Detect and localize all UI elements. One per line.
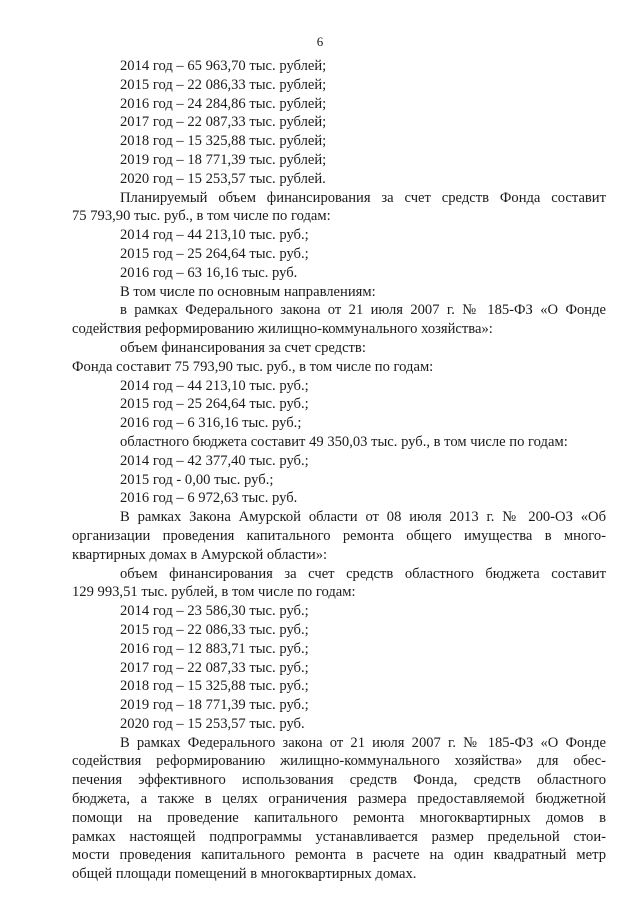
- paragraph-line: печения эффективного использования средств Фонда, средств областного: [72, 772, 606, 789]
- list-item: 2018 год – 15 325,88 тыс. руб.;: [120, 678, 309, 695]
- list-item: 2020 год – 15 253,57 тыс. рублей.: [120, 170, 326, 187]
- list-item: 2015 год – 25 264,64 тыс. руб.;: [120, 245, 309, 262]
- paragraph-line: содействия реформированию жилищно-коммунального хозяйства» для обес-: [72, 753, 606, 770]
- paragraph-line: В рамках Закона Амурской области от 08 июля 2013 г. № 200-ОЗ «Об: [120, 509, 606, 526]
- list-item: 2016 год – 12 883,71 тыс. руб.;: [120, 640, 309, 657]
- paragraph-line: 75 793,90 тыс. руб., в том числе по годам:: [72, 208, 331, 225]
- list-item: 2015 год – 22 086,33 тыс. руб.;: [120, 621, 309, 638]
- paragraph-line: организации проведения капитального ремонта общего имущества в много-: [72, 527, 606, 544]
- list-item: 2016 год – 6 972,63 тыс. руб.: [120, 490, 298, 507]
- paragraph-line: помощи на проведение капитального ремонта многоквартирных домов в: [72, 809, 606, 826]
- paragraph-federal-law-2: [72, 734, 606, 884]
- paragraph-line: В рамках Федерального закона от 21 июля 2007 г. № 185-ФЗ «О Фонде: [120, 734, 606, 751]
- list-item: 2016 год – 24 284,86 тыс. рублей;: [120, 95, 327, 112]
- paragraph-amur-law: [72, 508, 606, 564]
- list-item: 2019 год – 18 771,39 тыс. руб.;: [120, 697, 309, 714]
- list-item: 2014 год – 65 963,70 тыс. рублей;: [120, 58, 327, 74]
- paragraph-line: мости проведения капитального ремонта в расчете на один квадратный метр: [72, 847, 606, 864]
- list-item: 2020 год – 15 253,57 тыс. руб.: [120, 715, 305, 732]
- paragraph-line: квартирных домах в Амурской области»:: [72, 546, 328, 563]
- list-item: 2016 год – 63 16,16 тыс. руб.: [120, 264, 298, 281]
- list-item: 2015 год - 0,00 тыс. руб.;: [120, 471, 274, 488]
- paragraph-line: бюджета, а также в целях ограничения размера предоставляемой бюджетной: [72, 791, 606, 808]
- list-item: 2014 год – 23 586,30 тыс. руб.;: [120, 603, 309, 620]
- paragraph-fund-planned: [72, 189, 606, 227]
- funding-by-year-list-3: [72, 377, 606, 433]
- main-directions-heading: В том числе по основным направлениям:: [120, 283, 376, 300]
- document-body: [72, 57, 606, 884]
- paragraph-line: объем финансирования за счет средств областного бюджета составит: [120, 565, 606, 582]
- list-item: 2019 год – 18 771,39 тыс. рублей;: [120, 151, 327, 168]
- list-item: 2017 год – 22 087,33 тыс. руб.;: [120, 659, 309, 676]
- list-item: 2018 год – 15 325,88 тыс. рублей;: [120, 133, 327, 150]
- funding-by-year-list-4: [72, 452, 606, 508]
- paragraph-line: рамках настоящей подпрограммы устанавливается размер предельной стои-: [72, 828, 606, 845]
- funding-by-year-list-1: [72, 57, 606, 189]
- list-item: 2016 год – 6 316,16 тыс. руб.;: [120, 415, 302, 432]
- paragraph-federal-law-1: [72, 301, 606, 339]
- paragraph-line: общей площади помещений в многоквартирных домах.: [72, 866, 417, 883]
- list-item: 2014 год – 42 377,40 тыс. руб.;: [120, 452, 309, 469]
- list-item: 2015 год – 25 264,64 тыс. руб.;: [120, 396, 309, 413]
- funding-by-year-list-2: [72, 226, 606, 282]
- fund-total-line: Фонда составит 75 793,90 тыс. руб., в том числе по годам:: [72, 358, 434, 375]
- list-item: 2014 год – 44 213,10 тыс. руб.;: [120, 227, 309, 244]
- paragraph-regional-volume: [72, 565, 606, 603]
- paragraph-line: содействия реформированию жилищно-коммунального хозяйства»:: [72, 321, 493, 338]
- paragraph-line: 129 993,51 тыс. рублей, в том числе по годам:: [72, 584, 356, 601]
- paragraph-line: Планируемый объем финансирования за счет средств Фонда составит: [120, 189, 606, 206]
- regional-budget-line: областного бюджета составит 49 350,03 тыс. руб., в том числе по годам:: [120, 433, 568, 450]
- funding-by-year-list-5: [72, 602, 606, 734]
- list-item: 2014 год – 44 213,10 тыс. руб.;: [120, 377, 309, 394]
- list-item: 2017 год – 22 087,33 тыс. рублей;: [120, 114, 327, 131]
- volume-from-line: объем финансирования за счет средств:: [120, 339, 366, 356]
- page-number: 6: [316, 34, 324, 49]
- paragraph-line: в рамках Федерального закона от 21 июля 2007 г. № 185-ФЗ «О Фонде: [120, 302, 606, 319]
- list-item: 2015 год – 22 086,33 тыс. рублей;: [120, 76, 327, 93]
